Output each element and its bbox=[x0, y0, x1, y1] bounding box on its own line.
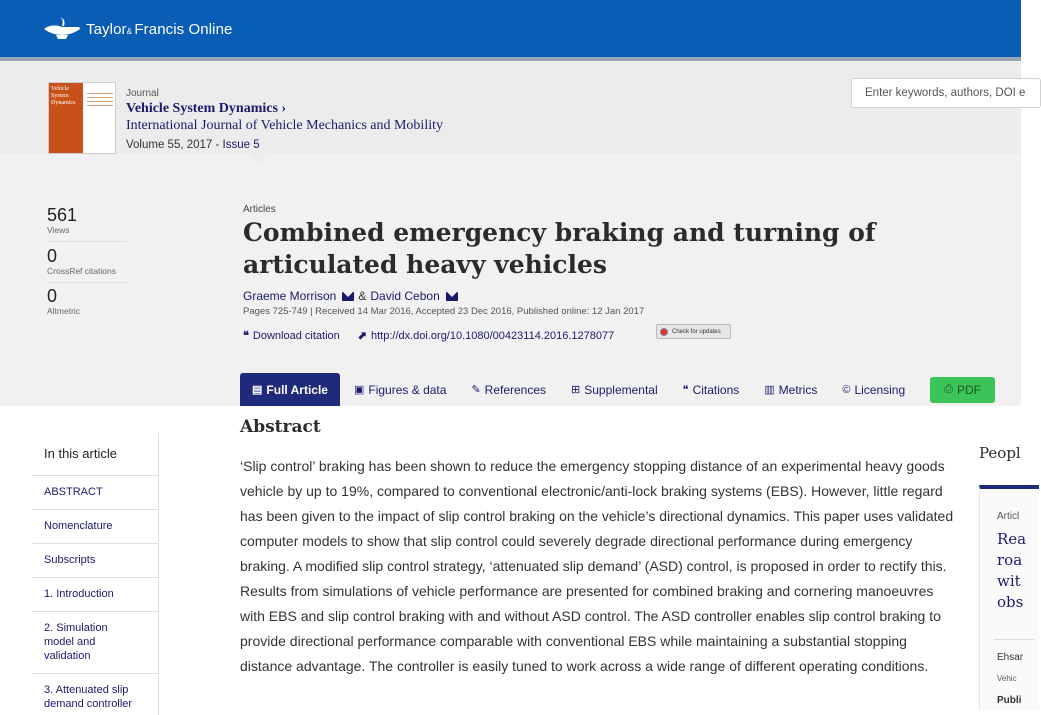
toc-item[interactable]: 1. Introduction bbox=[44, 588, 114, 600]
article-title: Combined emergency braking and turning of articulated heavy vehicles bbox=[243, 218, 876, 279]
header-notch bbox=[248, 154, 268, 163]
site-brand: Taylor& Francis Online bbox=[86, 20, 233, 38]
download-citation-link[interactable]: ❝ Download citation bbox=[243, 329, 340, 342]
metric-views: 561 Views bbox=[47, 205, 127, 242]
tab-licensing[interactable]: © Licensing bbox=[842, 382, 906, 397]
bar-chart-icon: ▥ bbox=[764, 384, 775, 396]
article-tabs bbox=[240, 373, 995, 406]
metric-altmetric[interactable]: 0 Altmetric bbox=[47, 286, 81, 316]
author-link[interactable]: David Cebon bbox=[370, 289, 440, 303]
pdf-button[interactable]: ⎙ PDF bbox=[930, 377, 995, 403]
tab-references[interactable]: ✎ References bbox=[471, 382, 547, 397]
site-header bbox=[0, 0, 1021, 57]
document-icon: ▤ bbox=[252, 384, 263, 396]
article-links bbox=[243, 329, 632, 342]
toc-heading: In this article bbox=[44, 446, 117, 461]
tab-figures-data[interactable]: ▣ Figures & data bbox=[353, 382, 447, 397]
table-of-contents bbox=[32, 433, 159, 715]
chevron-right-icon: › bbox=[281, 101, 287, 116]
tab-full-article[interactable]: ▤ Full Article bbox=[240, 373, 340, 406]
search-input[interactable]: Enter keywords, authors, DOI e bbox=[851, 78, 1041, 108]
envelope-icon[interactable] bbox=[446, 292, 458, 301]
crossmark-icon bbox=[660, 328, 668, 336]
author-list: Graeme Morrison & David Cebon bbox=[243, 289, 458, 303]
journal-cover-image[interactable]: Vehicle System Dynamics bbox=[48, 82, 116, 154]
external-link-icon: ⬈ bbox=[357, 330, 367, 342]
quote-icon: ❝ bbox=[243, 330, 249, 342]
journal-label: Journal bbox=[126, 88, 159, 99]
tab-metrics[interactable]: ▥ Metrics bbox=[764, 382, 818, 397]
article-type: Articles bbox=[243, 204, 276, 215]
image-icon: ▣ bbox=[353, 384, 365, 396]
related-article-title[interactable]: Rea roa wit obs bbox=[997, 530, 1027, 611]
issue-link[interactable]: Issue 5 bbox=[222, 139, 260, 151]
people-also-read-heading: Peopl bbox=[979, 444, 1021, 462]
quote-icon: ❝ bbox=[682, 384, 689, 396]
toc-item[interactable]: 2. Simulation model and validation bbox=[44, 622, 108, 662]
envelope-icon[interactable] bbox=[342, 292, 354, 301]
tab-citations[interactable]: ❝ Citations bbox=[682, 382, 740, 397]
pdf-icon: ⎙ bbox=[944, 383, 953, 395]
site-logo[interactable] bbox=[42, 15, 233, 43]
tab-supplemental[interactable]: ⊞ Supplemental bbox=[571, 382, 658, 397]
metric-crossref[interactable]: 0 CrossRef citations bbox=[47, 246, 127, 283]
journal-subtitle: International Journal of Vehicle Mechanics and Mobility bbox=[126, 118, 443, 133]
abstract-text: ‘Slip control’ braking has been shown to reduce the emergency stopping distance of an experimental heavy goods vehicle by up to 19%, compared to conventional electronic/anti-lock braking systems (EBS). However, little regard has been given to the impact of slip control braking on the vehicle’s directional dynamics. This paper uses validated computer models to show that slip control could severely degrade directional performance during emergency braking. A modified slip control strategy, ‘attenuated slip demand’ (ASD) control, is proposed in order to rectify this. Results from simulations of vehicle performance are presented for combined braking and cornering manoeuvres with EBS and slip control braking with and without ASD control. The ASD controller enables slip control braking to provide directional performance comparable with conventional EBS while maintaining a substantial stopping distance advantage. The controller is easily tuned to work across a wide range of different operating conditions. bbox=[240, 458, 954, 674]
lamp-logo-icon bbox=[42, 15, 82, 43]
author-link[interactable]: Graeme Morrison bbox=[243, 289, 337, 303]
toc-item[interactable]: ABSTRACT bbox=[44, 486, 103, 498]
journal-title-link[interactable]: Vehicle System Dynamics › bbox=[126, 101, 287, 116]
publication-info: Pages 725-749 | Received 14 Mar 2016, Accepted 23 Dec 2016, Published online: 12 Jan 2017 bbox=[243, 306, 645, 317]
book-icon: ✎ bbox=[471, 384, 481, 396]
toc-item[interactable]: Nomenclature bbox=[44, 520, 113, 532]
journal-volume: Volume 55, 2017 - Issue 5 bbox=[126, 139, 260, 151]
copyright-icon: © bbox=[842, 383, 851, 396]
check-for-updates-button[interactable]: Check for updates bbox=[656, 324, 731, 339]
doi-link[interactable]: ⬈ http://dx.doi.org/10.1080/00423114.2016.1278077 bbox=[357, 329, 615, 342]
toc-item[interactable]: Subscripts bbox=[44, 554, 96, 566]
plus-box-icon: ⊞ bbox=[571, 384, 581, 396]
abstract-heading: Abstract bbox=[240, 417, 321, 437]
related-article-card[interactable]: Articl Rea roa wit obs Ehsar Vehic Publi bbox=[979, 485, 1039, 710]
toc-item[interactable]: 3. Attenuated slip demand controller bbox=[44, 684, 133, 710]
